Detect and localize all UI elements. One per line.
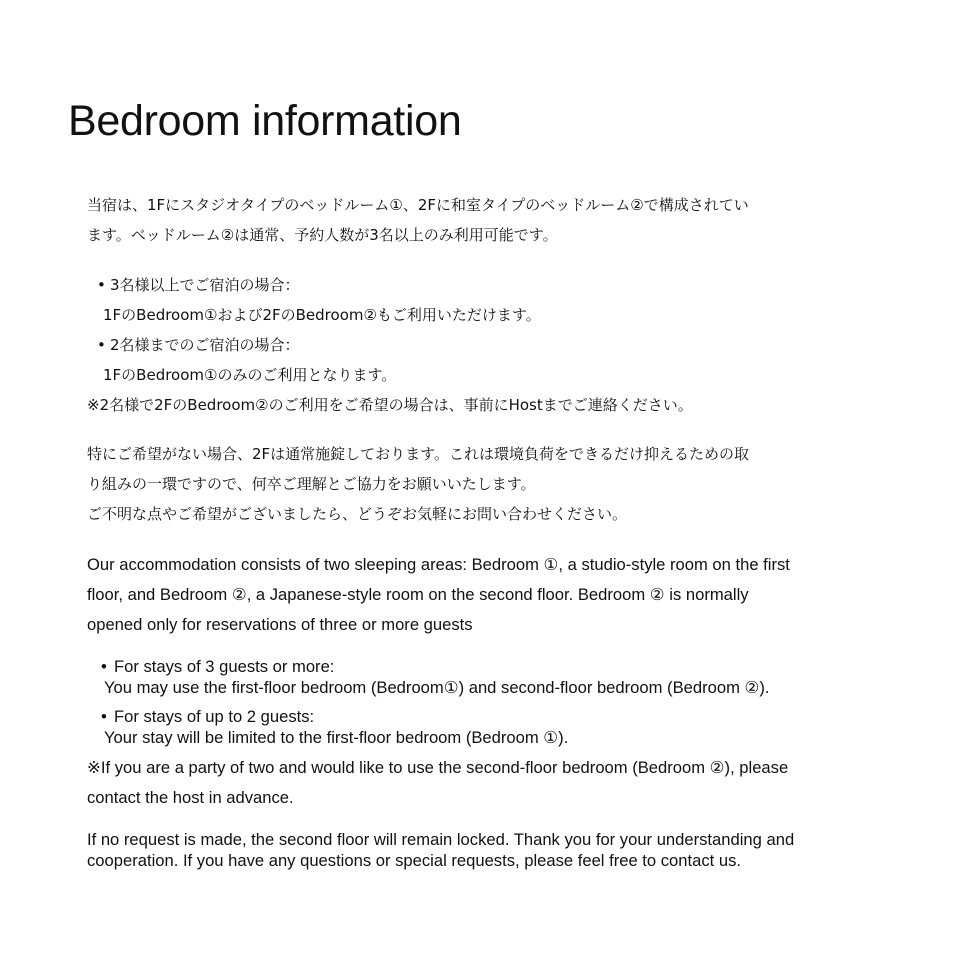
- ja-bullet-1-detail: 1FのBedroom①および2FのBedroom②もご利用いただけます。: [103, 306, 541, 324]
- en-closing-line-1: If no request is made, the second floor will remain locked. Thank you for your understanding and: [87, 830, 795, 849]
- en-bullet-1-heading: For stays of 3 guests or more:: [114, 657, 335, 676]
- ja-bullet-1-heading: 3名様以上でご宿泊の場合：: [110, 276, 300, 294]
- en-bullet-1-detail: You may use the first-floor bedroom (Bedroom①) and second-floor bedroom (Bedroom ②).: [104, 678, 770, 697]
- en-intro-line-2: floor, and Bedroom ②, a Japanese-style room on the second floor. Bedroom ② is normally: [87, 585, 749, 604]
- ja-intro-paragraph: [87, 190, 749, 250]
- page-title: Bedroom information: [68, 97, 462, 145]
- bullet-icon: •: [97, 276, 106, 294]
- ja-note: [87, 390, 693, 420]
- ja-closing-paragraph: [87, 439, 749, 529]
- en-bullet-2-heading: For stays of up to 2 guests:: [114, 707, 315, 726]
- en-bullet-2-heading-line: [101, 706, 568, 727]
- en-bullet-1-heading-line: [101, 656, 770, 677]
- en-note-line-2: contact the host in advance.: [87, 788, 294, 807]
- ja-closing-line-3: ご不明な点やご希望がございましたら、どうぞお気軽にお問い合わせください。: [87, 505, 628, 523]
- en-bullet-1: [101, 656, 770, 698]
- ja-note-line: ※2名様で2FのBedroom②のご利用をご希望の場合は、事前にHostまでご連絡ください。: [87, 396, 693, 414]
- ja-bullet-2-heading-line: [97, 330, 541, 360]
- en-closing-paragraph: [87, 829, 794, 871]
- en-note-line-1: ※If you are a party of two and would like to use the second-floor bedroom (Bedroom ②), please: [87, 758, 789, 777]
- ja-bullet-2-heading: 2名様までのご宿泊の場合：: [110, 336, 300, 354]
- en-intro-line-1: Our accommodation consists of two sleeping areas: Bedroom ①, a studio-style room on the first: [87, 555, 790, 574]
- en-bullet-2: [101, 706, 568, 748]
- en-intro-paragraph: [87, 550, 790, 640]
- en-intro-line-3: opened only for reservations of three or more guests: [87, 615, 473, 634]
- ja-intro-line-2: ます。ベッドルーム②は通常、予約人数が3名以上のみ利用可能です。: [87, 226, 558, 244]
- ja-closing-line-2: り組みの一環ですので、何卒ご理解とご協力をお願いいたします。: [87, 475, 536, 493]
- en-bullet-2-detail: Your stay will be limited to the first-floor bedroom (Bedroom ①).: [104, 728, 569, 747]
- en-closing-line-2: cooperation. If you have any questions or special requests, please feel free to contact us.: [87, 851, 742, 870]
- bullet-icon: •: [97, 336, 106, 354]
- ja-bullet-2-detail: 1FのBedroom①のみのご利用となります。: [103, 366, 397, 384]
- bullet-icon: •: [101, 707, 107, 726]
- ja-intro-line-1: 当宿は、1Fにスタジオタイプのベッドルーム①、2Fに和室タイプのベッドルーム②で構成されてい: [87, 196, 749, 214]
- ja-bullet-1-heading-line: [97, 270, 541, 300]
- ja-closing-line-1: 特にご希望がない場合、2Fは通常施錠しております。これは環境負荷をできるだけ抑えるための取: [87, 445, 749, 463]
- bullet-icon: •: [101, 657, 107, 676]
- ja-bullet-list: [97, 270, 541, 390]
- en-note: [87, 753, 788, 813]
